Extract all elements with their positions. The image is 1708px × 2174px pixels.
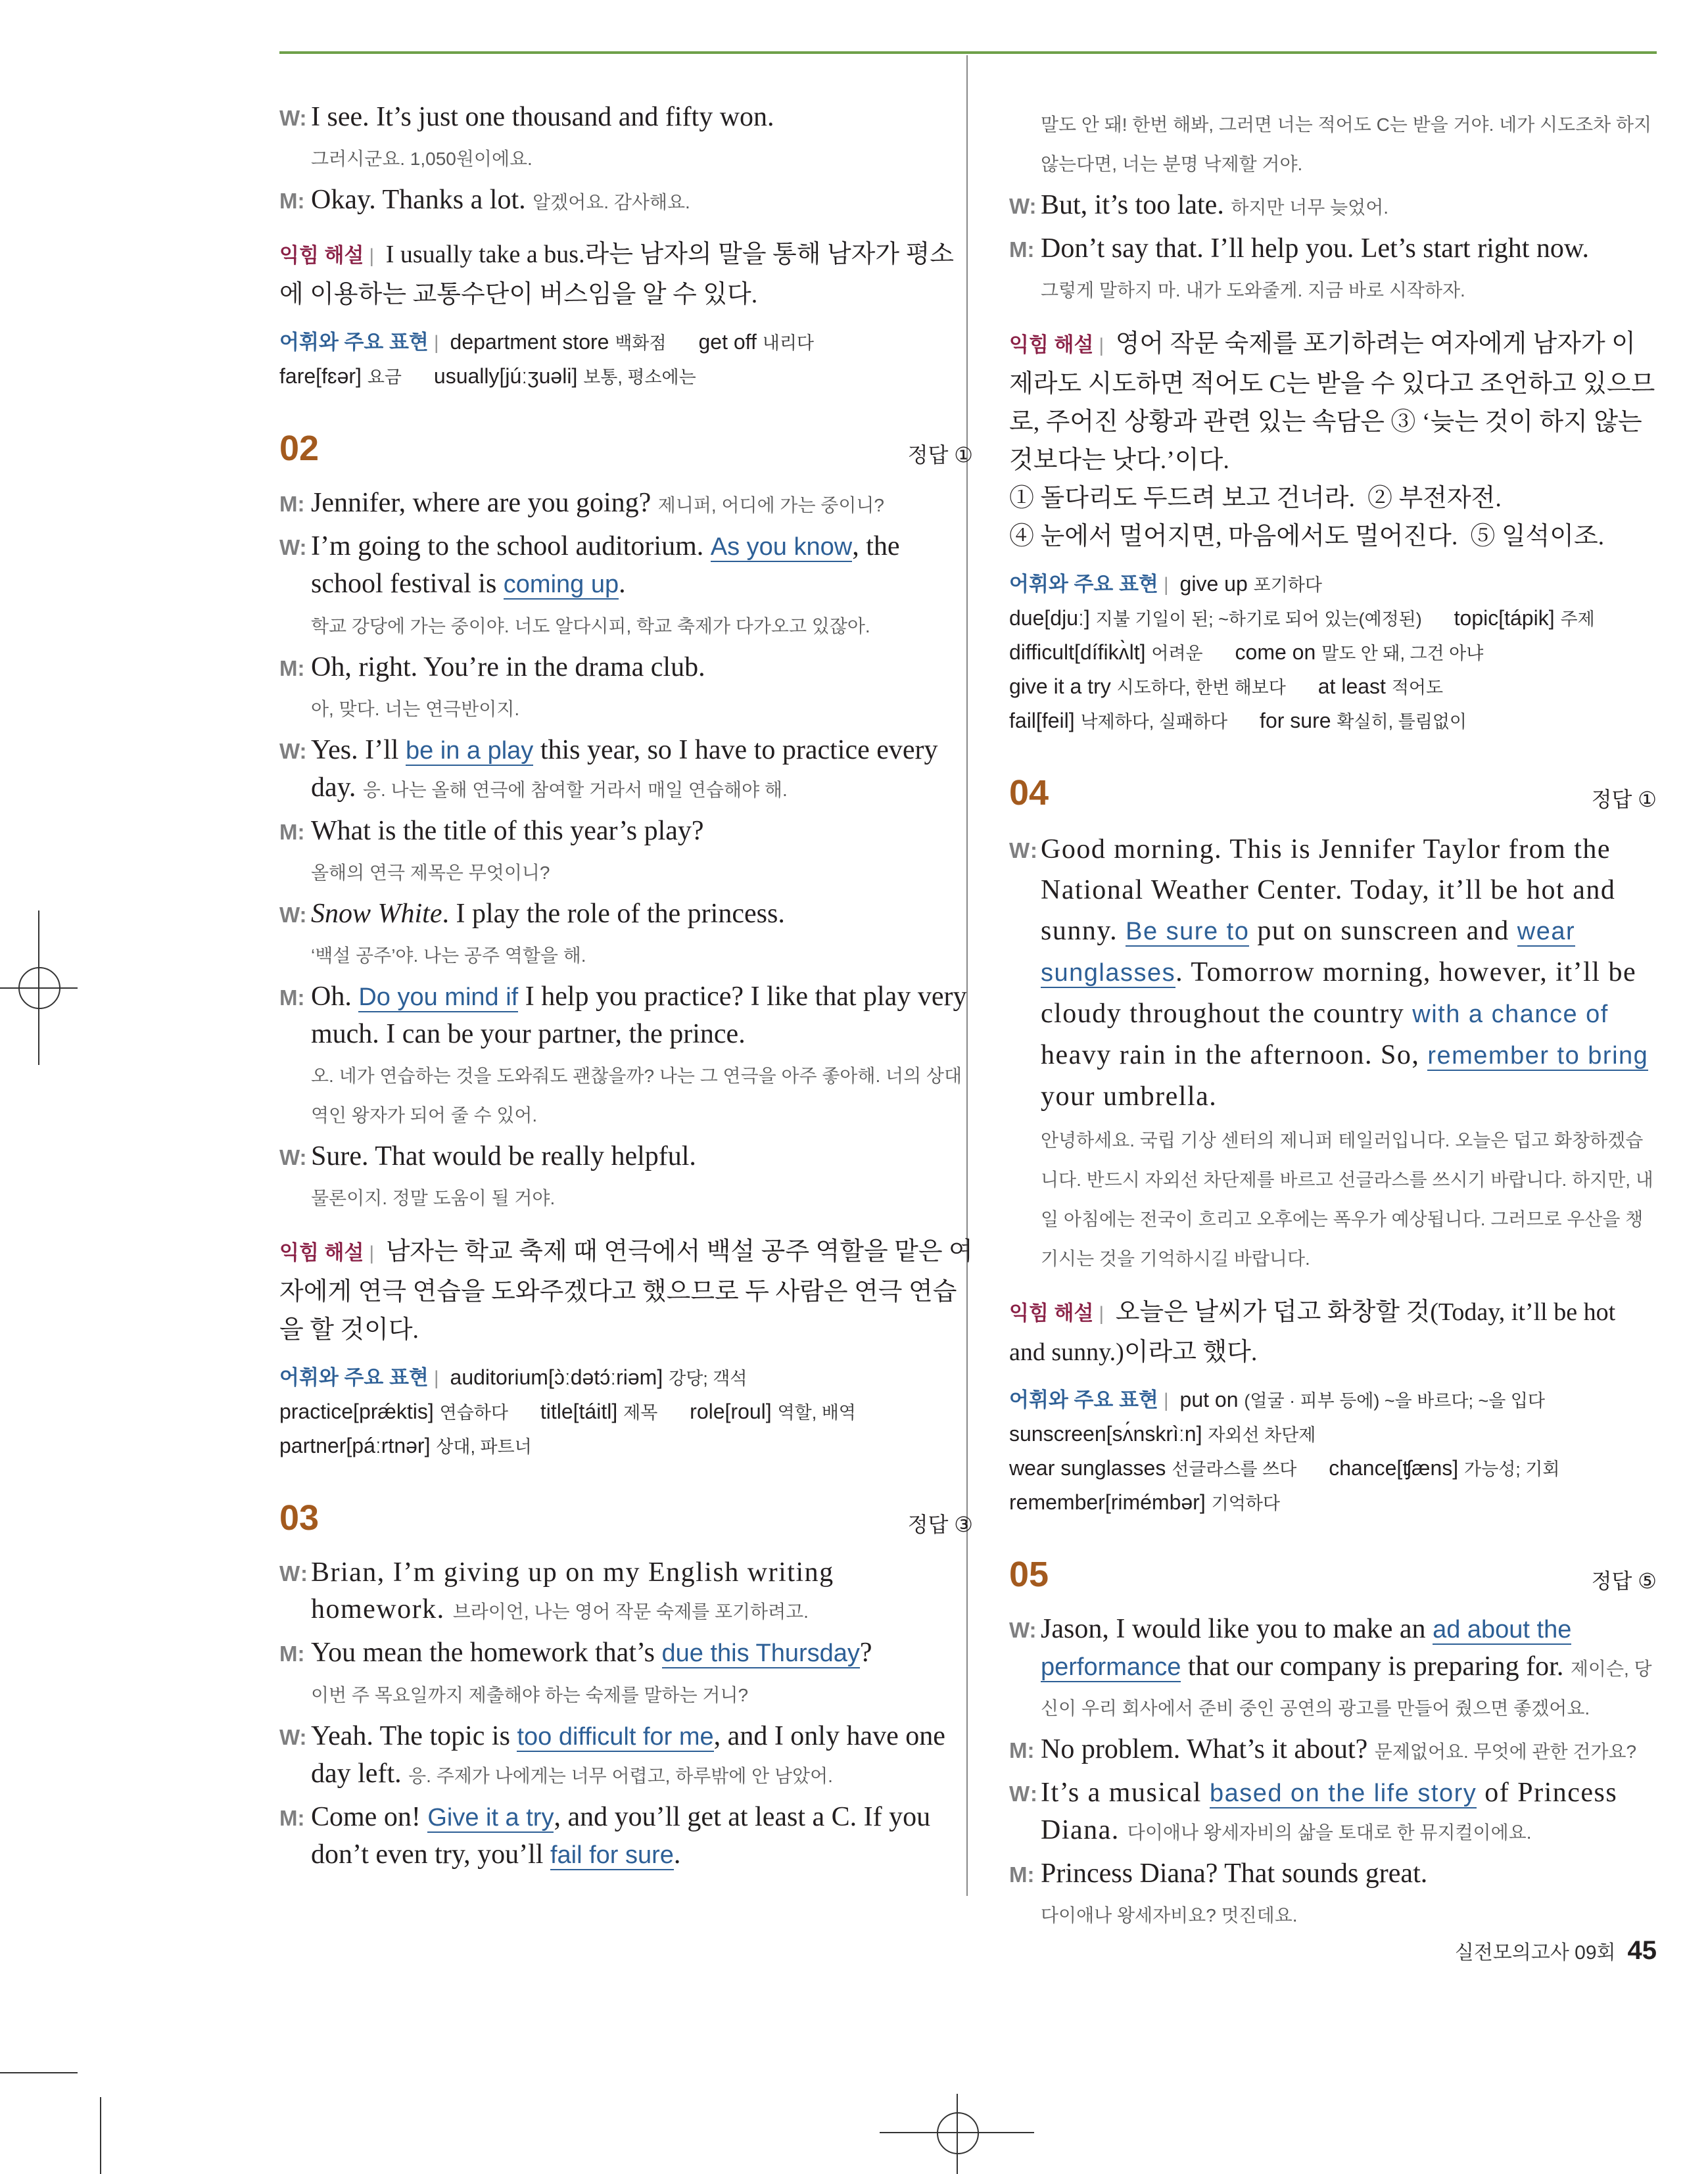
english-text: heavy rain in the afternoon. So,: [1041, 1040, 1428, 1070]
section-number: 02: [279, 429, 320, 468]
english-text: , and you’ll get at least a C. If you don’t even try, you’ll: [311, 1802, 931, 1870]
right-column: [1009, 105, 1657, 1938]
explanation-text: 영어 작문 숙제를 포기하려는 여자에게 남자가 이제라도 시도하면 적어도 C는 받을 수 있다고 조언하고 있으므로, 주어진 상황과 관련 있는 속담은 ③ ‘늦는 것이 하지 않는 것보다는 낫다.’이다.: [1009, 330, 1655, 474]
speaker-label: W:: [1009, 1618, 1037, 1642]
vocab-meaning: 주제: [1560, 609, 1595, 629]
key-expression: ad about the performance: [1041, 1616, 1572, 1681]
vocabulary: [279, 325, 973, 394]
vocab-meaning: (얼굴 · 피부 등에) ~을 바르다; ~을 입다: [1244, 1391, 1545, 1411]
proverb-option: ⑤ 일석이조.: [1470, 523, 1605, 550]
vocab-term: get off: [698, 330, 757, 354]
english-text: I’m going to the school auditorium.: [311, 531, 711, 561]
section-number: 05: [1009, 1555, 1049, 1594]
key-expression: Give it a try: [427, 1804, 554, 1831]
key-expression: remember to bring: [1427, 1042, 1649, 1070]
speaker-label: M:: [279, 492, 305, 516]
vocab-meaning: 말도 안 돼, 그건 아냐: [1321, 644, 1484, 663]
vocab-meaning: 시도하다, 한번 해보다: [1116, 678, 1286, 697]
dialogue-line: [1009, 1611, 1657, 1727]
english-text: Yeah. The topic is: [311, 1721, 517, 1751]
english-text: Jennifer, where are you going?: [311, 488, 652, 518]
vocabulary: [1009, 567, 1657, 738]
page-number: 45: [1627, 1936, 1657, 1965]
separator: |: [1163, 574, 1169, 596]
speaker-label: W:: [1009, 1782, 1039, 1806]
page-footer: [1455, 1936, 1657, 1966]
dialogue-line: [279, 1634, 973, 1672]
vocab-term: remember[rimémbər]: [1009, 1490, 1206, 1514]
vocab-term: fail[feil]: [1009, 709, 1075, 732]
separator: |: [369, 1242, 375, 1264]
speaker-label: M:: [1009, 1862, 1035, 1887]
english-text: Oh, right. You’re in the drama club.: [311, 652, 705, 682]
proverb-option: ① 돌다리도 두드려 보고 건너라.: [1009, 484, 1355, 512]
explanation-label: 익힘 해설: [279, 244, 364, 267]
separator: |: [433, 332, 439, 354]
separator: |: [1099, 1303, 1104, 1325]
speaker-label: M:: [1009, 1738, 1035, 1762]
vocab-meaning: 기억하다: [1211, 1494, 1280, 1513]
english-text: .: [673, 1839, 681, 1870]
korean-translation: 하지만 너무 늦었어.: [1231, 197, 1389, 218]
english-text: . Tomorrow morning, however, it’ll be cloudy throughout the country: [1041, 957, 1637, 1029]
dialogue-line: [279, 649, 973, 686]
english-text: What is the title of this year’s play?: [311, 816, 704, 846]
korean-translation: 그러시군요. 1,050원이에요.: [311, 149, 533, 169]
korean-translation: 응. 나는 올해 연극에 참여할 거라서 매일 연습해야 해.: [362, 780, 788, 800]
speaker-label: W:: [279, 1725, 307, 1749]
english-text: I see. It’s just one thousand and fifty won.: [311, 102, 774, 132]
explanation-label: 익힘 해설: [279, 1241, 364, 1264]
speaker-label: W:: [279, 739, 307, 763]
vocab-term: practice[prǽktis]: [279, 1400, 434, 1423]
english-text: put on sunscreen and: [1249, 916, 1517, 946]
dialogue-line: [279, 1138, 973, 1175]
speaker-label: W:: [279, 903, 307, 927]
play-title: Snow White: [311, 899, 442, 929]
explanation-text: 남자는 학교 축제 때 연극에서 백설 공주 역할을 맡은 여자에게 연극 연습을 도와주겠다고 했으므로 두 사람은 연극 연습을 할 것이다.: [279, 1238, 973, 1344]
vocab-term: give it a try: [1009, 674, 1111, 698]
english-text: Come on!: [311, 1802, 428, 1832]
separator: |: [433, 1367, 439, 1389]
vocab-meaning: 백화점: [615, 333, 667, 353]
vocabulary-label: 어휘와 주요 표현: [279, 1366, 429, 1389]
answer-key: 정답 ①: [907, 443, 973, 467]
vocab-term: role[roul]: [690, 1400, 772, 1423]
vocab-term: sunscreen[sʌ́nskrìːn]: [1009, 1422, 1202, 1446]
speaker-label: W:: [1009, 194, 1037, 218]
explanation: [279, 235, 973, 314]
dialogue-line: [279, 181, 973, 221]
vocab-term: come on: [1235, 640, 1316, 664]
vocab-meaning: 요금: [367, 367, 402, 387]
answer-key: 정답 ③: [907, 1513, 973, 1536]
vocabulary-label: 어휘와 주요 표현: [279, 331, 429, 354]
vocab-term: put on: [1179, 1388, 1239, 1411]
vocab-meaning: 가능성; 기회: [1464, 1459, 1560, 1479]
korean-translation: 이번 주 목요일까지 제출해야 하는 숙제를 말하는 거니?: [311, 1685, 749, 1705]
korean-translation: 제이슨, 당신이 우리 회사에서 준비 중인 공연의 광고를 만들어 줬으면 좋겠어요.: [1041, 1659, 1652, 1718]
vocab-term: department store: [450, 330, 609, 354]
test-title: 실전모의고사 09회: [1454, 1942, 1616, 1964]
korean-translation: 올해의 연극 제목은 무엇이니?: [311, 863, 550, 883]
key-expression: wear sunglasses: [1041, 918, 1576, 987]
explanation-label: 익힘 해설: [1009, 333, 1094, 356]
vocab-term: topic[tápik]: [1454, 606, 1555, 630]
explanation-text: 오늘은 날씨가 덥고 화창할 것(Today, it’ll be hot and sunny.)이라고 했다.: [1009, 1298, 1616, 1366]
dialogue-line: [1009, 1774, 1657, 1851]
dialogue-line: [1009, 187, 1657, 226]
separator: |: [1163, 1390, 1169, 1411]
english-text: .: [619, 569, 626, 599]
english-text: It’s a musical: [1041, 1778, 1210, 1808]
section-header: [279, 1498, 973, 1545]
vocab-term: chance[ʧæns]: [1329, 1456, 1459, 1480]
left-column: [279, 99, 973, 1878]
english-text: You mean the homework that’s: [311, 1638, 662, 1668]
vocab-meaning: 어려운: [1151, 644, 1203, 663]
vocabulary: [279, 1361, 973, 1463]
key-expression: Be sure to: [1126, 918, 1250, 945]
key-expression: be in a play: [405, 737, 534, 765]
separator: |: [1099, 335, 1104, 356]
section-number: 03: [279, 1498, 320, 1538]
speaker-label: M:: [279, 820, 305, 844]
english-text: Okay. Thanks a lot.: [311, 185, 526, 215]
key-expression: coming up: [503, 571, 619, 598]
key-expression: too difficult for me: [517, 1723, 714, 1751]
vocab-term: give up: [1179, 572, 1248, 596]
vocab-meaning: 낙제하다, 실패하다: [1080, 712, 1228, 732]
dialogue-line: [279, 813, 973, 849]
vocab-term: due[djuː]: [1009, 606, 1090, 630]
speaker-label: W:: [279, 535, 307, 559]
vocab-term: partner[páːrtnər]: [279, 1434, 431, 1457]
english-text: Sure. That would be really helpful.: [311, 1141, 696, 1171]
english-text: this year, so I have to practice every day.: [311, 735, 938, 803]
vocab-term: fare[fɛər]: [279, 364, 362, 388]
vocab-term: for sure: [1260, 709, 1331, 732]
crop-line: [100, 2097, 101, 2174]
separator: |: [369, 245, 375, 267]
key-expression: due this Thursday: [661, 1640, 860, 1667]
key-expression: with a chance of: [1412, 1001, 1609, 1028]
dialogue-line: [279, 1718, 973, 1795]
speaker-label: M:: [279, 656, 305, 680]
korean-translation: 알겠어요. 감사해요.: [533, 192, 690, 212]
explanation: [279, 1233, 973, 1349]
section-header: [279, 428, 973, 475]
korean-translation: 그렇게 말하지 마. 내가 도와줄게. 지금 바로 시작하자.: [1041, 280, 1465, 300]
dialogue-line: [279, 1554, 973, 1630]
korean-translation: 다이애나 왕세자비요? 멋진데요.: [1041, 1905, 1298, 1926]
english-text: Yes. I’ll: [311, 735, 406, 765]
explanation-text: I usually take a bus.라는 남자의 말을 통해 남자가 평소에 이용하는 교통수단이 버스임을 알 수 있다.: [279, 241, 954, 308]
vocabulary-label: 어휘와 주요 표현: [1009, 573, 1158, 596]
english-text: . I play the role of the princess.: [442, 899, 785, 929]
english-text: , and I only have one day left.: [311, 1721, 945, 1789]
explanation-label: 익힘 해설: [1009, 1302, 1094, 1325]
vocab-meaning: 선글라스를 쓰다: [1172, 1459, 1297, 1479]
english-text: But, it’s too late.: [1041, 190, 1224, 220]
vocab-meaning: 포기하다: [1253, 575, 1322, 595]
english-text: that our company is preparing for.: [1181, 1651, 1564, 1682]
vocab-meaning: 적어도: [1391, 678, 1444, 697]
korean-translation: 말도 안 돼! 한번 해봐, 그러면 너는 적어도 C는 받을 거야. 네가 시도조차 하지 않는다면, 너는 분명 낙제할 거야.: [1041, 114, 1652, 174]
english-text: Don’t say that. I’ll help you. Let’s start right now.: [1041, 233, 1590, 264]
dialogue-line: [1009, 1855, 1657, 1892]
explanation: [1009, 325, 1657, 555]
proverb-option: ② 부전자전.: [1367, 484, 1502, 512]
speaker-label: W:: [1009, 838, 1039, 863]
explanation: [1009, 1293, 1657, 1371]
section-header: [1009, 772, 1657, 820]
section-header: [1009, 1554, 1657, 1601]
speaker-label: W:: [279, 1145, 307, 1170]
korean-translation: 오. 네가 연습하는 것을 도와줘도 괜찮을까? 나는 그 연극을 아주 좋아해. 너의 상대역인 왕자가 되어 줄 수 있어.: [311, 1066, 962, 1125]
english-text: Oh.: [311, 981, 359, 1012]
vocab-term: at least: [1317, 674, 1386, 698]
korean-translation: 응. 주제가 나에게는 너무 어렵고, 하루밖에 안 남았어.: [408, 1766, 833, 1786]
vocab-meaning: 자외선 차단제: [1208, 1425, 1316, 1445]
crop-line: [0, 2072, 78, 2073]
vocab-meaning: 지불 기일이 된; ~하기로 되어 있는(예정된): [1095, 609, 1422, 629]
answer-key: 정답 ⑤: [1591, 1569, 1657, 1593]
dialogue-line: [279, 528, 973, 603]
speaker-label: M:: [1009, 237, 1035, 262]
dialogue-line: [1009, 829, 1657, 1117]
dialogue-line: [279, 978, 973, 1052]
english-text: your umbrella.: [1041, 1081, 1218, 1112]
english-text: Brian, I’m giving up on my English writing homework.: [311, 1557, 834, 1624]
dialogue-line: [279, 99, 973, 135]
dialogue-line: [279, 895, 973, 932]
vocab-term: auditorium[ɔ̀ːdətɔ́ːriəm]: [450, 1365, 663, 1389]
english-text: No problem. What’s it about?: [1041, 1734, 1368, 1764]
key-expression: Do you mind if: [358, 983, 519, 1011]
vocab-term: usually[júːʒuəli]: [433, 364, 578, 388]
key-expression: fail for sure: [550, 1841, 674, 1869]
vocab-meaning: 내리다: [762, 333, 814, 353]
vocab-meaning: 확실히, 틀림없이: [1337, 712, 1467, 732]
korean-translation: 아, 맞다. 너는 연극반이지.: [311, 699, 520, 719]
vocab-term: difficult[dífikʌ̀lt]: [1009, 640, 1146, 664]
english-text: , the school festival is: [311, 531, 900, 599]
english-text: of Princess Diana.: [1041, 1778, 1618, 1845]
korean-translation: 학교 강당에 가는 중이야. 너도 알다시피, 학교 축제가 다가오고 있잖아.: [311, 616, 870, 636]
english-text: I help you practice? I like that play very much. I can be your partner, the prince.: [311, 981, 967, 1049]
answer-key: 정답 ①: [1591, 788, 1657, 811]
english-text: Good morning. This is Jennifer Taylor from the National Weather Center. Today, it’ll be hot and sunny.: [1041, 834, 1616, 946]
english-text: Jason, I would like you to make an: [1041, 1614, 1433, 1644]
korean-translation: 브라이언, 나는 영어 작문 숙제를 포기하려고.: [452, 1601, 809, 1622]
vocab-term: wear sunglasses: [1009, 1456, 1166, 1480]
english-text: Princess Diana? That sounds great.: [1041, 1858, 1428, 1889]
vocabulary: [1009, 1383, 1657, 1520]
proverb-option: ④ 눈에서 멀어지면, 마음에서도 멀어진다.: [1009, 523, 1458, 550]
dialogue-line: [279, 732, 973, 809]
speaker-label: M:: [279, 985, 305, 1010]
section-number: 04: [1009, 773, 1049, 813]
korean-translation: 물론이지. 정말 도움이 될 거야.: [311, 1188, 556, 1208]
speaker-label: M:: [279, 1642, 305, 1666]
dialogue-line: [1009, 230, 1657, 267]
korean-translation: 문제없어요. 무엇에 관한 건가요?: [1374, 1741, 1637, 1762]
key-expression: As you know: [710, 533, 853, 561]
english-text: ?: [859, 1638, 872, 1668]
korean-translation: 안녕하세요. 국립 기상 센터의 제니퍼 테일러입니다. 오늘은 덥고 화창하겠습니다. 반드시 자외선 차단제를 바르고 선글라스를 쓰시기 바랍니다. 하지만, 내일 아침에는 전국이 흐리고 오후에는 폭우가 예상됩니다. 그러므로 우산을 챙기시는 것을 기억하시길 바랍니다.: [1041, 1130, 1653, 1269]
korean-translation: 제니퍼, 어디에 가는 중이니?: [657, 495, 884, 515]
speaker-label: W:: [279, 106, 307, 130]
crosshair-circle: [937, 2112, 979, 2154]
dialogue-line: [279, 484, 973, 524]
dialogue-line: [279, 1799, 973, 1874]
vocabulary-label: 어휘와 주요 표현: [1009, 1388, 1158, 1411]
speaker-label: M:: [279, 1806, 305, 1830]
top-rule: [279, 51, 1657, 54]
vocab-meaning: 제목: [623, 1403, 658, 1423]
korean-translation: 다이애나 왕세자비의 삶을 토대로 한 뮤지컬이에요.: [1127, 1822, 1532, 1843]
key-expression: based on the life story: [1209, 1780, 1477, 1807]
vocab-meaning: 역할, 배역: [777, 1403, 856, 1423]
speaker-label: M:: [279, 189, 305, 213]
korean-translation: ‘백설 공주’야. 나는 공주 역할을 해.: [311, 945, 586, 966]
vocab-meaning: 연습하다: [439, 1403, 508, 1423]
dialogue-line: [1009, 1731, 1657, 1770]
vocab-meaning: 상대, 파트너: [436, 1437, 532, 1457]
vocab-meaning: 강당; 객석: [669, 1369, 747, 1388]
vocab-term: title[táitl]: [540, 1400, 618, 1423]
speaker-label: W:: [279, 1561, 309, 1586]
vocab-meaning: 보통, 평소에는: [583, 367, 696, 387]
crosshair-circle: [18, 967, 60, 1009]
